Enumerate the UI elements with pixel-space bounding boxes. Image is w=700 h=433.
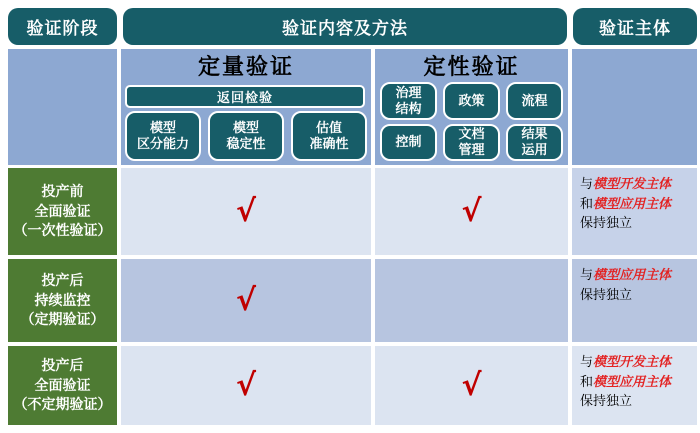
subject-line: 与模型开发主体: [580, 176, 672, 191]
subject-line: 保持独立: [580, 286, 633, 302]
box-label: 政策: [458, 92, 485, 108]
header-stage: 验证阶段: [8, 8, 117, 45]
qualitative-section: [375, 49, 568, 165]
box-valuation-accuracy: [291, 111, 367, 161]
stage-line: 投产前: [41, 183, 84, 200]
box-label: 管理: [458, 142, 485, 158]
header-content-method: 验证内容及方法: [123, 8, 567, 45]
box-model-discrimination: [125, 111, 201, 161]
subject-line: 与模型开发主体: [580, 354, 672, 369]
subject-line: 与模型应用主体: [580, 267, 672, 282]
box-result-application: [506, 124, 563, 162]
qualitative-boxes: [380, 82, 563, 161]
box-process: [506, 82, 563, 120]
band-stage-spacer: [8, 49, 117, 165]
quant-check-cell: [121, 168, 371, 255]
check-mark: √: [461, 368, 482, 403]
stage-line: 全面验证: [34, 376, 91, 393]
box-governance-structure: [380, 82, 437, 120]
quant-check-cell: [121, 346, 371, 425]
stage-line: （不定期验证）: [13, 396, 112, 413]
stage-line: 持续监控: [34, 291, 91, 308]
box-label: 准确性: [309, 136, 349, 151]
stage-line: 全面验证: [34, 202, 91, 219]
stage-cell: [8, 168, 117, 255]
qual-check-cell: [375, 168, 568, 255]
box-label: 稳定性: [226, 136, 266, 151]
quantitative-title: 定量验证: [197, 54, 294, 79]
subject-line: 保持独立: [580, 215, 633, 230]
box-policy: [443, 82, 500, 120]
box-label: 估值: [315, 119, 342, 135]
box-label: 治理: [395, 84, 422, 100]
box-label: 模型: [232, 119, 259, 135]
check-mark: √: [235, 194, 256, 229]
box-label: 模型: [149, 119, 176, 135]
backtest-banner: 返回检验: [125, 85, 365, 108]
qual-check-cell: [375, 259, 568, 342]
qualitative-title: 定性验证: [423, 54, 520, 79]
quantitative-section: [121, 49, 371, 165]
box-label: 结构: [395, 100, 422, 116]
qual-check-cell: [375, 346, 568, 425]
quant-check-cell: [121, 259, 371, 342]
box-label: 运用: [521, 142, 548, 158]
subject-line: 和模型应用主体: [580, 373, 672, 389]
box-label: 结果: [521, 126, 548, 141]
subject-cell: [572, 259, 697, 342]
stage-cell: [8, 259, 117, 342]
box-model-stability: [208, 111, 284, 161]
box-label: 流程: [521, 92, 548, 108]
stage-cell: [8, 346, 117, 425]
subject-cell: [572, 346, 697, 425]
check-mark: √: [461, 194, 482, 229]
box-label: 文档: [458, 126, 485, 141]
quantitative-boxes: [125, 111, 367, 161]
stage-line: 投产后: [41, 357, 84, 374]
check-mark: √: [235, 368, 256, 403]
subject-line: 保持独立: [580, 393, 633, 408]
box-document-management: [443, 124, 500, 162]
band-subject-spacer: [572, 49, 697, 165]
header-subject: 验证主体: [573, 8, 697, 45]
stage-line: （一次性验证）: [13, 222, 112, 239]
box-label: 区分能力: [136, 136, 189, 151]
check-mark: √: [235, 283, 256, 318]
box-label: 控制: [395, 134, 422, 150]
box-control: [380, 124, 437, 162]
stage-line: 投产后: [41, 272, 84, 289]
subject-cell: [572, 168, 697, 255]
subject-line: 和模型应用主体: [580, 195, 672, 211]
stage-line: （定期验证）: [20, 311, 105, 328]
